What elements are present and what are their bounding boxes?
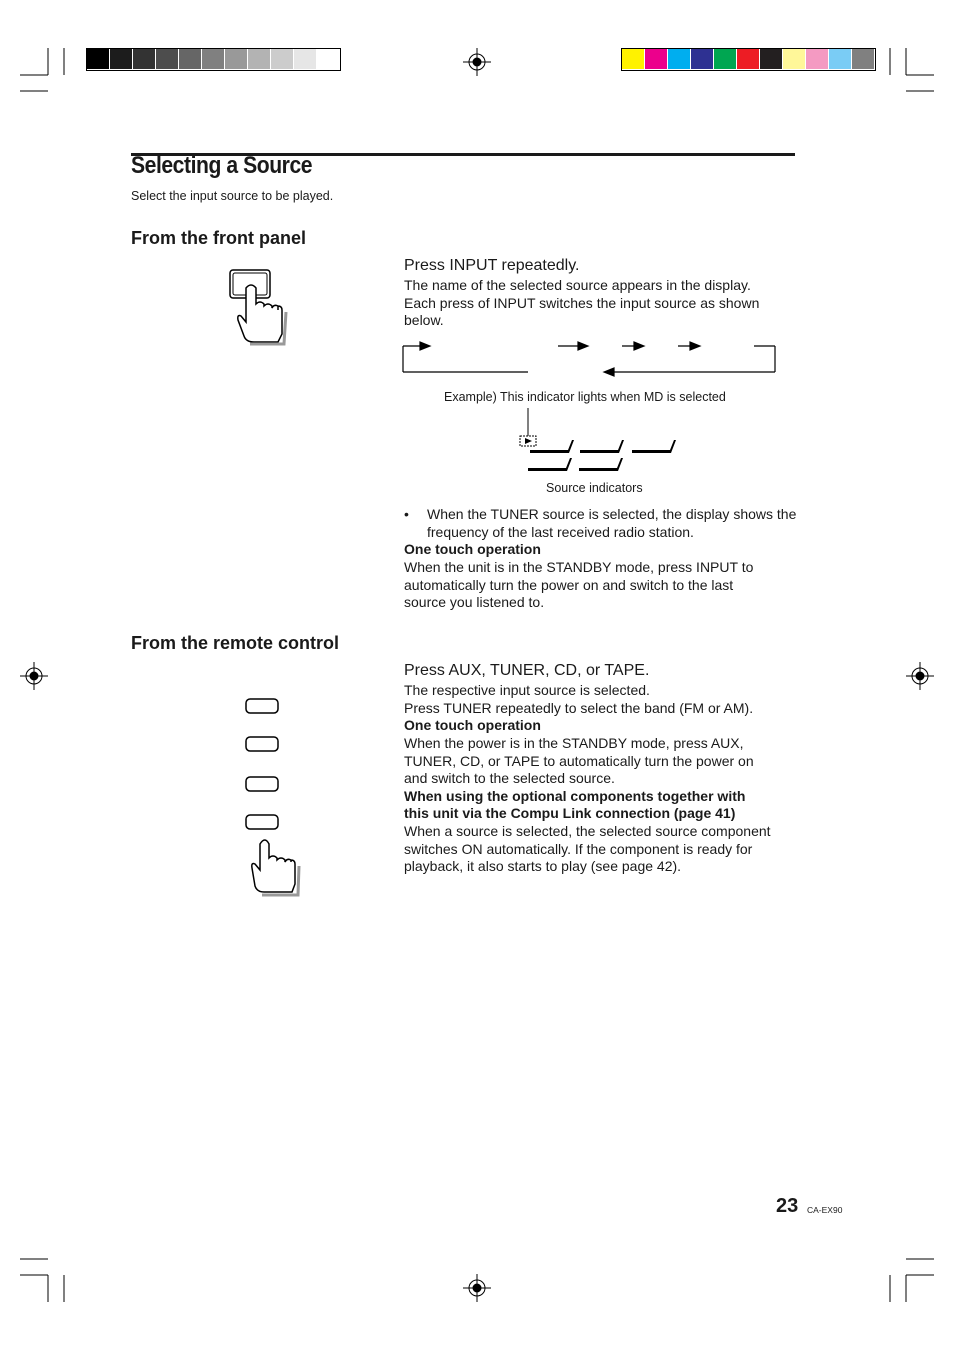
gray-swatch	[271, 49, 294, 69]
compulink-heading-line-1: When using the optional components together with	[404, 788, 746, 804]
remote-one-touch-line-1: When the power is in the STANDBY mode, press AUX,	[404, 735, 744, 751]
compulink-heading-line-2: this unit via the Compu Link connection (page 41)	[404, 805, 736, 821]
front-one-touch-line-1: When the unit is in the STANDBY mode, press INPUT to	[404, 559, 754, 575]
remote-line-1: The respective input source is selected.	[404, 682, 650, 698]
front-one-touch-line-3: source you listened to.	[404, 594, 545, 610]
remote-line-2: Press TUNER repeatedly to select the band (FM or AM).	[404, 700, 754, 716]
front-one-touch-line-2: automatically turn the power on and switch to the last	[404, 577, 734, 593]
compulink-line-2: switches ON automatically. If the component is ready for	[404, 841, 753, 857]
gray-swatch	[133, 49, 156, 69]
bullet-dot: •	[404, 506, 409, 522]
grayscale-calibration-bar	[86, 48, 341, 71]
front-panel-line-2: Each press of INPUT switches the input source as shown	[404, 295, 760, 311]
front-panel-line-3: below.	[404, 312, 444, 328]
remote-one-touch-line-3: and switch to the selected source.	[404, 770, 615, 786]
page-number: 23	[776, 1195, 799, 1217]
gray-swatch	[156, 49, 179, 69]
front-panel-heading: From the front panel	[131, 228, 306, 248]
color-swatch	[622, 49, 645, 69]
color-calibration-bar	[621, 48, 876, 71]
page-title: Selecting a Source	[131, 152, 313, 179]
example-caption: Example) This indicator lights when MD is selected	[444, 390, 726, 404]
front-panel-line-1: The name of the selected source appears in the display.	[404, 277, 751, 293]
remote-step: Press AUX, TUNER, CD, or TAPE.	[404, 662, 650, 679]
gray-swatch	[225, 49, 248, 69]
gray-swatch	[317, 49, 340, 69]
color-swatch	[829, 49, 852, 69]
color-swatch	[737, 49, 760, 69]
gray-swatch	[87, 49, 110, 69]
color-swatch	[714, 49, 737, 69]
remote-heading: From the remote control	[131, 633, 340, 653]
color-swatch	[852, 49, 875, 69]
input-cycle-diagram	[400, 338, 780, 380]
source-indicators-caption: Source indicators	[546, 481, 643, 495]
color-swatch	[760, 49, 783, 69]
page-subtitle: Select the input source to be played.	[131, 189, 334, 203]
color-swatch	[783, 49, 806, 69]
gray-swatch	[110, 49, 133, 69]
hand-press-button-icon	[226, 266, 292, 348]
remote-one-touch-line-2: TUNER, CD, or TAPE to automatically turn the power on	[404, 753, 754, 769]
gray-swatch	[202, 49, 225, 69]
color-swatch	[691, 49, 714, 69]
gray-swatch	[248, 49, 271, 69]
color-swatch	[645, 49, 668, 69]
color-swatch	[806, 49, 829, 69]
color-swatch	[668, 49, 691, 69]
remote-one-touch-heading: One touch operation	[404, 717, 541, 733]
compulink-line-1: When a source is selected, the selected source component	[404, 823, 771, 839]
front-panel-step: Press INPUT repeatedly.	[404, 257, 580, 274]
remote-buttons-hand-icon	[238, 694, 308, 900]
gray-swatch	[294, 49, 317, 69]
source-indicators-display	[512, 404, 692, 480]
tuner-bullet-text: When the TUNER source is selected, the display shows the frequency of the last received radio station.	[427, 506, 797, 540]
front-one-touch-heading: One touch operation	[404, 541, 541, 557]
gray-swatch	[179, 49, 202, 69]
model-number: CA-EX90	[807, 1205, 843, 1215]
compulink-line-3: playback, it also starts to play (see page 42).	[404, 858, 682, 874]
